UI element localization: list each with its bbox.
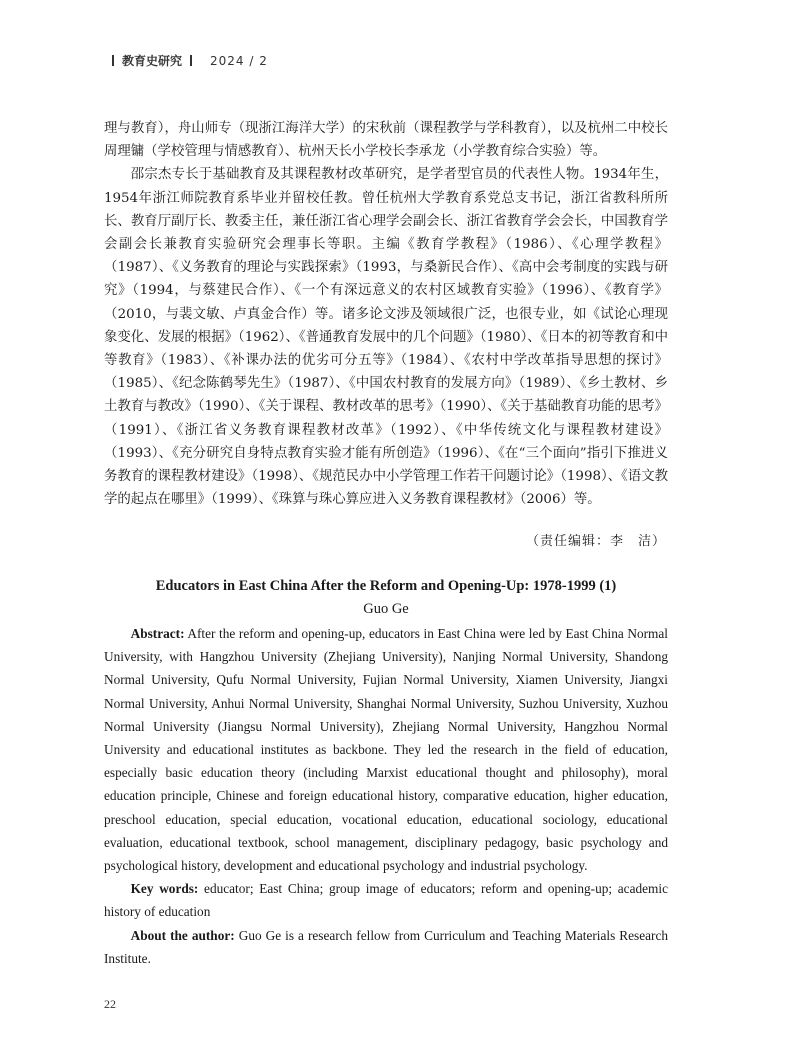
page-number: 22 xyxy=(104,997,116,1011)
abstract-paragraph xyxy=(104,622,668,877)
journal-name: 教育史研究 xyxy=(122,54,183,68)
abstract-text: After the reform and opening-up, educators in East China were led by East China Normal University, with Hangzhou University (Zhejiang University), Nanjing Normal University, Shandong Normal University, Qufu Normal University, Fujian Normal University, Xiamen University, Jiangxi Normal University, Anhui Normal University, Shanghai Normal University, Suzhou University, Xuzhou Normal University (Jiangsu Normal University), Zhejiang Normal University, Hangzhou Normal University and educational institutes as backbone. They led the research in the field of education, especially basic education theory (including Marxist educational thought and philosophy), moral education principle, Chinese and foreign educational history, comparative education, higher education, preschool education, special education, vocational education, educational sociology, educational evaluation, educational textbook, school management, disciplinary pedagogy, basic psychology and psychological history, development and educational psychology and industrial psychology. xyxy=(104,626,668,874)
about-author-paragraph xyxy=(104,924,668,970)
english-author: Guo Ge xyxy=(363,601,409,617)
abstract-label: Abstract: xyxy=(130,626,185,641)
keywords-label: Key words: xyxy=(130,881,199,897)
header-divider-right xyxy=(190,55,192,66)
issue-number: 2024 / 2 xyxy=(210,53,268,68)
chinese-paragraph-1: 理与教育），舟山师专（现浙江海洋大学）的宋秋前（课程教学与学科教育），以及杭州二中校长周理镛（学校管理与情感教育）、杭州天长小学校长李承龙（小学教育综合实验）等。 xyxy=(104,121,668,160)
editor-note: （责任编辑：李 洁） xyxy=(525,534,666,549)
chinese-body xyxy=(104,117,668,511)
keywords-text: educator; East China; group image of educators; reform and opening-up; academic history of education xyxy=(104,881,668,920)
chinese-paragraph-2: 邵宗杰专长于基础教育及其课程教材改革研究，是学者型官员的代表性人物。1934年生，1954年浙江师院教育系毕业并留校任教。曾任杭州大学教育系党总支书记，浙江省教科所所长、教育厅副厅长、教委主任，兼任浙江省心理学会副会长、浙江省教育学会会长，中国教育学会副会长兼教育实验研究会理事长等职。主编《教育学教程》（1986）、《心理学教程》（1987）、《义务教育的理论与实践探索》（1993，与桑新民合作）、《高中会考制度的实践与研究》（1994，与蔡建民合作）、《一个有深远意义的农村区域教育实验》（1996）、《教育学》（2010，与裴文敏、卢真金合作）等。诸多论文涉及领域很广泛，也很专业，如《试论心理现象变化、发展的根据》（1962）、《普通教育发展中的几个问题》（1980）、《日本的初等教育和中等教育》（1983）、《补课办法的优劣可分五等》（1984）、《农村中学改革指导思想的探讨》（1985）、《纪念陈鹤琴先生》（1987）、《中国农村教育的发展方向》（1989）、《乡土教材、乡土教育与教改》（1990）、《关于课程、教材改革的思考》（1990）、《关于基础教育功能的思考》（1991）、《浙江省义务教育课程教材改革》（1992）、《中华传统文化与课程教材建设》（1993）、《充分研究自身特点教育实验才能有所创造》（1996）、《在“三个面向”指引下推进义务教育的课程教材建设》（1998）、《规范民办中小学管理工作若干问题讨论》（1998）、《语文教学的起点在哪里》（1999）、《珠算与珠心算应进入义务教育课程教材》（2006）等。 xyxy=(104,167,668,508)
running-header xyxy=(104,52,268,69)
about-author-label: About the author: xyxy=(130,927,235,943)
keywords-paragraph xyxy=(104,877,668,923)
english-title: Educators in East China After the Reform and Opening-Up: 1978-1999 (1) xyxy=(155,578,617,594)
english-abstract-block xyxy=(104,622,668,970)
about-author-text: Guo Ge is a research fellow from Curriculum and Teaching Materials Research Institute. xyxy=(104,927,668,966)
header-divider-left xyxy=(112,55,114,66)
